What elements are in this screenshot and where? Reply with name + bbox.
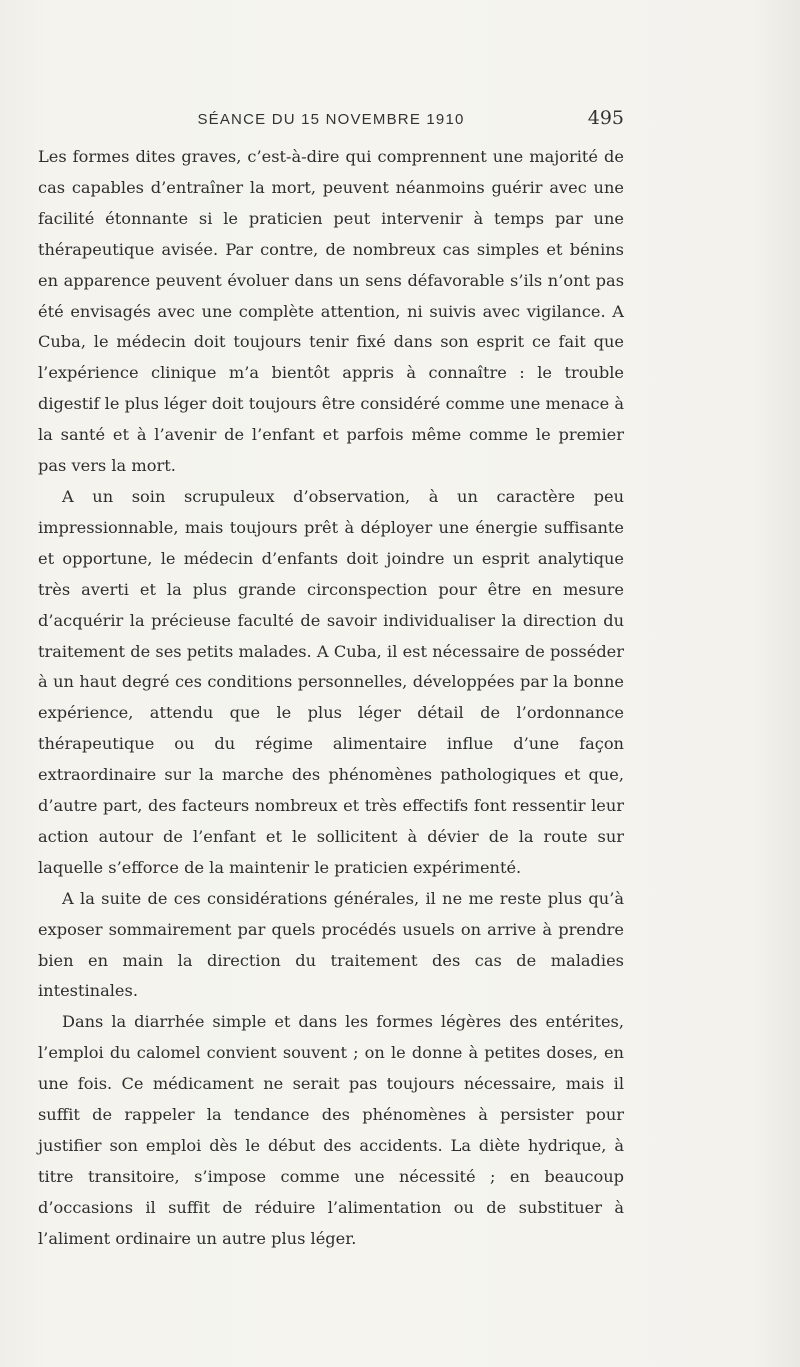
page-number: 495 xyxy=(587,107,624,129)
body-text xyxy=(38,142,624,1255)
header-title: SÉANCE DU 15 NOVEMBRE 1910 xyxy=(197,111,465,128)
paragraph: A un soin scrupuleux d’observation, à un caractère peu impressionnable, mais toujours prêt à déployer une énergie suffisante et opportune, le médecin d’enfants doit joindre un esprit analytique très averti et la plus grande circonspection pour être en mesure d’acquérir la précieuse faculté de savoir individualiser la direction du traitement de ses petits malades. A Cuba, il est nécessaire de posséder à un haut degré ces conditions personnelles, développées par la bonne expérience, attendu que le plus léger détail de l’ordonnance thérapeutique ou du régime alimentaire influe d’une façon extraordinaire sur la marche des phénomènes pathologiques et que, d’autre part, des facteurs nombreux et très effectifs font ressentir leur action autour de l’enfant et le sollicitent à dévier de la route sur laquelle s’efforce de la maintenir le praticien expérimenté. xyxy=(38,486,624,877)
running-header xyxy=(38,107,624,131)
paragraph: A la suite de ces considérations générales, il ne me reste plus qu’à exposer sommairement par quels procédés usuels on arrive à prendre bien en main la direction du traitement des cas de maladies intestinales. xyxy=(38,888,624,1001)
paragraph: Les formes dites graves, c’est-à-dire qui comprennent une majorité de cas capables d’entraîner la mort, peuvent néanmoins guérir avec une facilité étonnante si le praticien peut intervenir à temps par une thérapeutique avisée. Par contre, de nombreux cas simples et bénins en apparence peuvent évoluer dans un sens défavorable s’ils n’ont pas été envisagés avec une complète attention, ni suivis avec vigilance. A Cuba, le médecin doit toujours tenir fixé dans son esprit ce fait que l’expérience clinique m’a bientôt appris à connaître : le trouble digestif le plus léger doit toujours être considéré comme une menace à la santé et à l’avenir de l’enfant et parfois même comme le premier pas vers la mort. xyxy=(38,147,624,476)
paragraph: Dans la diarrhée simple et dans les formes légères des entérites, l’emploi du calomel convient souvent ; on le donne à petites doses, en une fois. Ce médicament ne serait pas toujours nécessaire, mais il suffit de rappeler la tendance des phénomènes à persister pour justifier son emploi dès le début des accidents. La diète hydrique, à titre transitoire, s’impose comme une nécessité ; en beaucoup d’occasions il suffit de réduire l’alimentation ou de substituer à l’aliment ordinaire un autre plus léger. xyxy=(38,1012,624,1248)
